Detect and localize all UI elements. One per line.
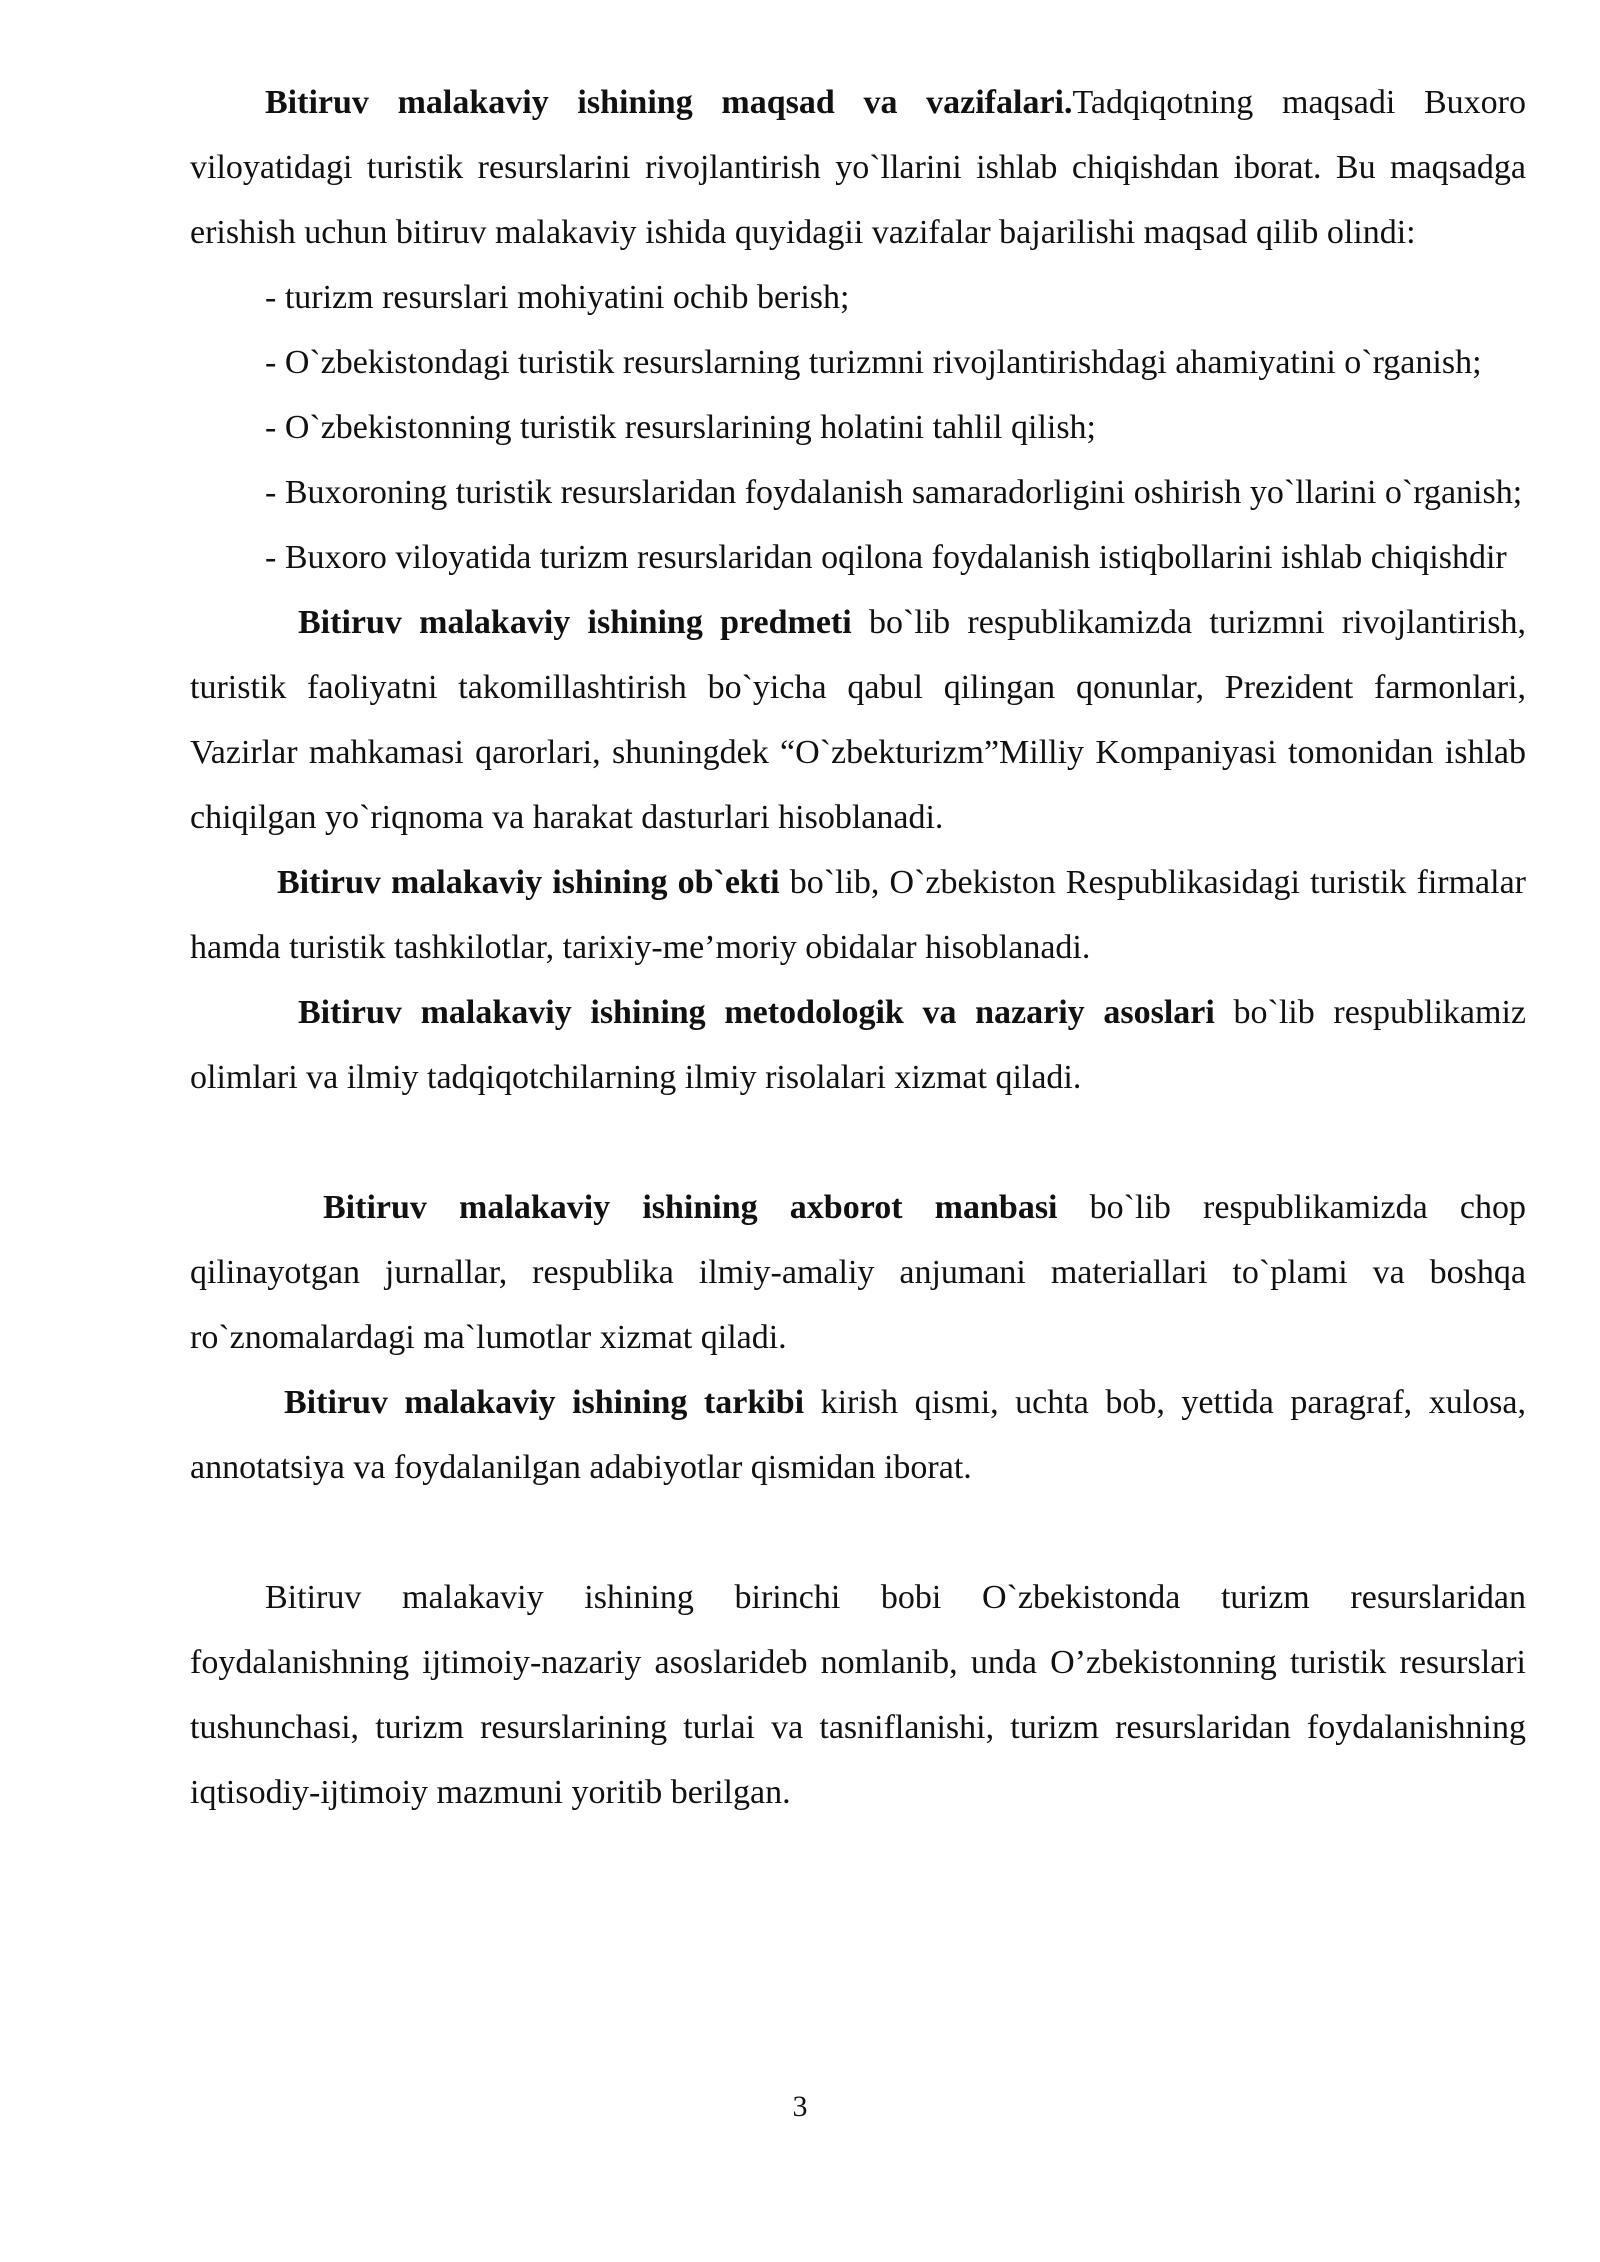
paragraph-subject [190, 590, 1526, 850]
page-number: 3 [792, 2090, 808, 2123]
heading-structure: Bitiruv malakaviy ishining tarkibi [284, 1384, 805, 1421]
text-methodology: bo`lib respublikamiz olimlari va ilmiy tadqiqotchilarning ilmiy risolalari xizmat qiladi. [190, 994, 1526, 1096]
text-goals: Tadqiqotning maqsadi Buxoro viloyatidagi turistik resurslarini rivojlantirish yo`llarini ishlab chiqishdan iborat. Bu maqsadga erishish uchun bitiruv malakaviy ishida quyidagii vazifalar bajarilishi maqsad qilib olindi: [190, 84, 1526, 251]
paragraph-goals [190, 70, 1526, 265]
paragraph-sources [190, 1175, 1526, 1370]
heading-object: Bitiruv malakaviy ishining ob`ekti [277, 864, 780, 901]
text-object: bo`lib, O`zbekiston Respublikasidagi turistik firmalar hamda turistik tashkilotlar, tarixiy-me’moriy obidalar hisoblanadi. [190, 864, 1526, 966]
list-item: - turizm resurslari mohiyatini ochib berish; [265, 279, 850, 316]
text-structure: kirish qismi, uchta bob, yettida paragraf, xulosa, annotatsiya va foydalanilgan adabiyotlar qismidan iborat. [190, 1384, 1526, 1486]
list-item: - O`zbekistondagi turistik resurslarning turizmni rivojlantirishdagi ahamiyatini o`rganish; [265, 344, 1482, 381]
text-subject: bo`lib respublikamizda turizmni rivojlantirish, turistik faoliyatni takomillashtirish bo`yicha qabul qilingan qonunlar, Prezident farmonlari, Vazirlar mahkamasi qarorlari, shuningdek “O`zbekturizm”Milliy Kompaniyasi tomonidan ishlab chiqilgan yo`riqnoma va harakat dasturlari hisoblanadi. [190, 604, 1527, 836]
document-page [190, 70, 1526, 1825]
heading-subject: Bitiruv malakaviy ishining predmeti [298, 604, 852, 641]
blank-line [190, 1500, 1526, 1565]
heading-goals: Bitiruv malakaviy ishining maqsad va vazifalari. [265, 84, 1073, 121]
heading-methodology: Bitiruv malakaviy ishining metodologik va nazariy asoslari [298, 994, 1215, 1031]
text-sources: bo`lib respublikamizda chop qilinayotgan jurnallar, respublika ilmiy-amaliy anjumani materiallari to`plami va boshqa ro`znomalardagi ma`lumotlar xizmat qiladi. [190, 1189, 1526, 1356]
list-item: - Buxoro viloyatida turizm resurslaridan oqilona foydalanish istiqbollarini ishlab chiqishdir [265, 539, 1507, 576]
paragraph-methodology [190, 980, 1526, 1110]
list-item: - O`zbekistonning turistik resurslarining holatini tahlil qilish; [265, 409, 1097, 446]
paragraph-chapter-one: Bitiruv malakaviy ishining birinchi bobi O`zbekistonda turizm resurslaridan foydalanishning ijtimoiy-nazariy asoslarideb nomlanib, unda O’zbekistonning turistik resurslari tushunchasi, turizm resurslarining turlai va tasniflanishi, turizm resurslaridan foydalanishning iqtisodiy-ijtimoiy mazmuni yoritib berilgan. [190, 1579, 1526, 1811]
heading-sources: Bitiruv malakaviy ishining axborot manbasi [323, 1189, 1058, 1226]
paragraph-object [190, 850, 1526, 980]
paragraph-structure [190, 1370, 1526, 1500]
blank-line [190, 1110, 1526, 1175]
list-item: - Buxoroning turistik resurslaridan foydalanish samaradorligini oshirish yo`llarini o`rganish; [265, 474, 1523, 511]
